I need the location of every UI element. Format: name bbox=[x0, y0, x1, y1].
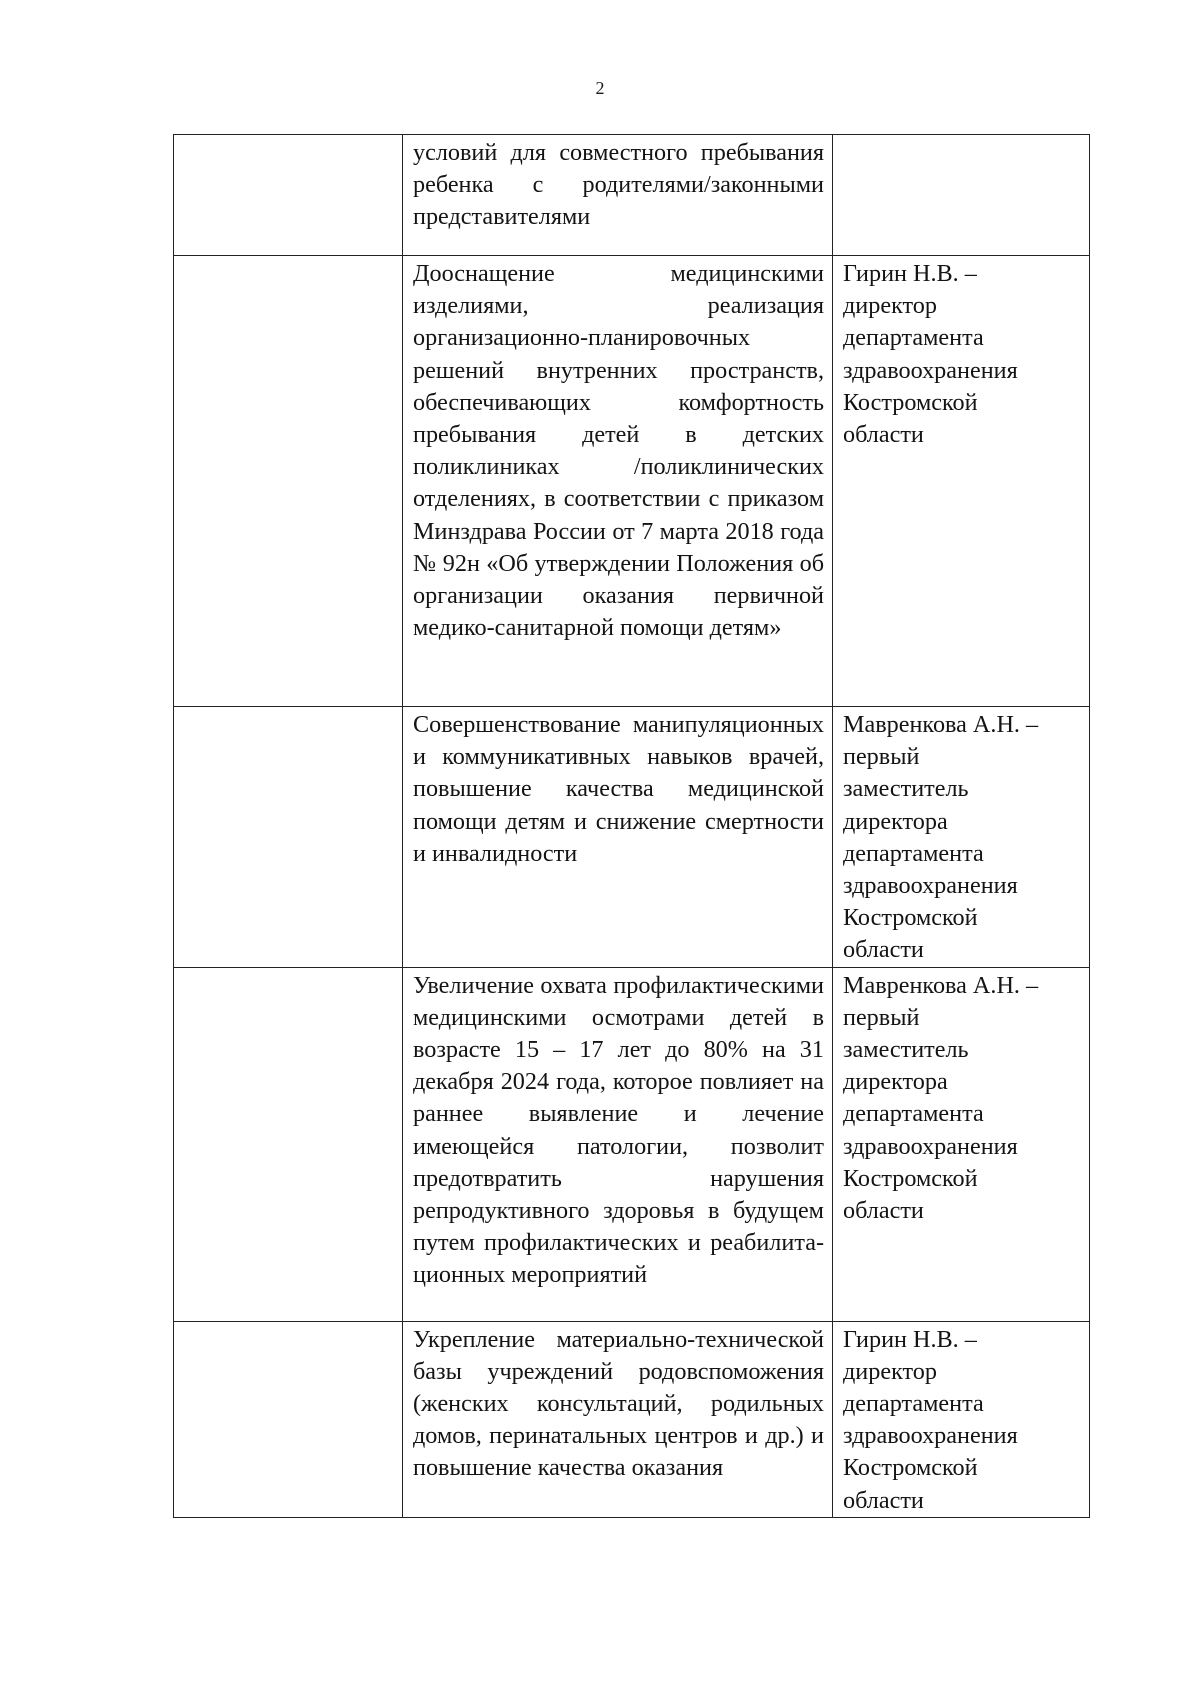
table-row bbox=[174, 707, 1090, 968]
empty-cell bbox=[174, 707, 403, 968]
responsible-line: Костромской bbox=[843, 904, 978, 932]
measure-cell bbox=[403, 967, 833, 1321]
responsible-line: области bbox=[843, 1197, 924, 1225]
responsible-line: области bbox=[843, 421, 924, 449]
responsible-line: здравоохранения bbox=[843, 1132, 1018, 1160]
responsible-line: здравоохранения bbox=[843, 1422, 1018, 1450]
measure-cell bbox=[403, 1321, 833, 1517]
responsible-cell bbox=[833, 1321, 1090, 1517]
table-row bbox=[174, 967, 1090, 1321]
responsible-line: департамента bbox=[843, 324, 984, 352]
responsible-line: области bbox=[843, 1486, 924, 1514]
measure-text: Дооснащение медицинскими изделиями, реализация организационно-планировочных решений внутренних пространств, обеспечивающих комфортность пребывания детей в детских поликлиниках /поликлинических отделениях, в соответствии с приказом Минздрава России от 7 марта 2018 года № 92н «Об утверждении Положения об организации оказания первичной медико-санитарной помощи детям» bbox=[413, 260, 824, 642]
responsible-line: директор bbox=[843, 1357, 937, 1385]
table-row bbox=[174, 256, 1090, 707]
responsible-line: Гирин Н.В. – bbox=[843, 260, 977, 287]
responsible-line: департамента bbox=[843, 1390, 984, 1418]
responsible-line: заместитель bbox=[843, 775, 969, 803]
measure-cell bbox=[403, 707, 833, 968]
responsible-line: директор bbox=[843, 292, 937, 320]
table-row bbox=[174, 1321, 1090, 1517]
responsible-line: Мавренкова А.Н. – bbox=[843, 971, 1039, 999]
empty-cell bbox=[174, 967, 403, 1321]
responsible-cell bbox=[833, 135, 1090, 256]
responsible-line: директора bbox=[843, 807, 948, 835]
responsible-line: Мавренкова А.Н. – bbox=[843, 711, 1039, 738]
measures-table bbox=[173, 134, 1090, 1518]
page-number: 2 bbox=[595, 78, 605, 98]
responsible-line: департамента bbox=[843, 839, 984, 867]
measure-text: Увеличение охвата профилактическими медицинскими осмотрами детей в возрасте 15 – 17 лет до 80% на 31 декабря 2024 года, которое повлияет на раннее выявление и лечение имеющейся патологии, позволит предотвратить нарушения репродуктивного здоровья в будущем путем профилактических и реабилитационных мероприятий bbox=[413, 971, 824, 1289]
measure-cell bbox=[403, 135, 833, 256]
responsible-line: первый bbox=[843, 743, 920, 771]
responsible-line: Костромской bbox=[843, 388, 978, 416]
responsible-line: директора bbox=[843, 1068, 948, 1096]
empty-cell bbox=[174, 256, 403, 707]
responsible-line: департамента bbox=[843, 1100, 984, 1128]
empty-cell bbox=[174, 135, 403, 256]
responsible-cell bbox=[833, 256, 1090, 707]
responsible-line: Костромской bbox=[843, 1164, 978, 1192]
empty-cell bbox=[174, 1321, 403, 1517]
measure-text: Совершенствование манипуляционных и коммуникативных навыков врачей, повышение качества медицинской помощи детям и снижение смертности и инвалидности bbox=[413, 711, 824, 867]
responsible-line: Костромской bbox=[843, 1454, 978, 1482]
responsible-cell bbox=[833, 707, 1090, 968]
measure-text: Укрепление материально-технической базы учреждений родовспоможения (женских консультаций, родильных домов, перинатальных центров и др.) и повышение качества оказания bbox=[413, 1325, 824, 1482]
responsible-line: Гирин Н.В. – bbox=[843, 1325, 977, 1353]
table-row bbox=[174, 135, 1090, 256]
responsible-line: здравоохранения bbox=[843, 356, 1018, 384]
measure-text: условий для совместного пребывания ребенка с родителями/законными представителями bbox=[413, 139, 824, 231]
responsible-line: здравоохранения bbox=[843, 872, 1018, 900]
measure-cell bbox=[403, 256, 833, 707]
responsible-line: заместитель bbox=[843, 1036, 969, 1064]
responsible-line: первый bbox=[843, 1003, 920, 1031]
responsible-line: области bbox=[843, 936, 924, 964]
responsible-cell bbox=[833, 967, 1090, 1321]
